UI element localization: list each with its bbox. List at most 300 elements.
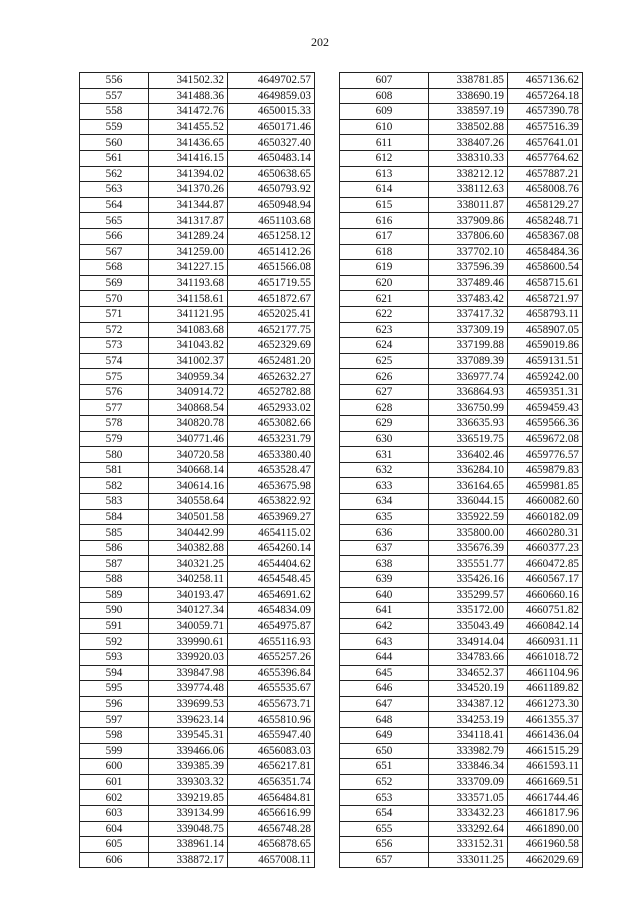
x-coordinate-cell: 335551.77 bbox=[429, 556, 508, 572]
y-coordinate-cell: 4661960.58 bbox=[508, 837, 583, 853]
x-coordinate-cell: 335299.57 bbox=[429, 587, 508, 603]
table-row bbox=[80, 119, 315, 135]
y-coordinate-cell: 4659242.00 bbox=[508, 369, 583, 385]
x-coordinate-cell: 333292.64 bbox=[429, 821, 508, 837]
x-coordinate-cell: 339990.61 bbox=[149, 634, 228, 650]
point-number-cell: 652 bbox=[340, 774, 429, 790]
table-row bbox=[80, 291, 315, 307]
x-coordinate-cell: 340321.25 bbox=[149, 556, 228, 572]
table-row bbox=[80, 556, 315, 572]
point-number-cell: 607 bbox=[340, 73, 429, 89]
y-coordinate-cell: 4653231.79 bbox=[228, 431, 315, 447]
x-coordinate-cell: 339847.98 bbox=[149, 665, 228, 681]
table-row bbox=[80, 634, 315, 650]
table-row bbox=[80, 369, 315, 385]
y-coordinate-cell: 4656083.03 bbox=[228, 743, 315, 759]
y-coordinate-cell: 4656351.74 bbox=[228, 774, 315, 790]
point-number-cell: 624 bbox=[340, 338, 429, 354]
table-row bbox=[340, 790, 583, 806]
x-coordinate-cell: 334914.04 bbox=[429, 634, 508, 650]
table-row bbox=[340, 275, 583, 291]
x-coordinate-cell: 334652.37 bbox=[429, 665, 508, 681]
x-coordinate-cell: 340193.47 bbox=[149, 587, 228, 603]
point-number-cell: 641 bbox=[340, 603, 429, 619]
x-coordinate-cell: 340771.46 bbox=[149, 431, 228, 447]
table-row bbox=[80, 431, 315, 447]
table-row bbox=[340, 322, 583, 338]
table-row bbox=[340, 88, 583, 104]
table-row bbox=[80, 135, 315, 151]
table-row bbox=[340, 712, 583, 728]
y-coordinate-cell: 4650171.46 bbox=[228, 119, 315, 135]
point-number-cell: 576 bbox=[80, 384, 149, 400]
table-row bbox=[340, 104, 583, 120]
point-number-cell: 604 bbox=[80, 821, 149, 837]
point-number-cell: 600 bbox=[80, 759, 149, 775]
y-coordinate-cell: 4654548.45 bbox=[228, 572, 315, 588]
point-number-cell: 599 bbox=[80, 743, 149, 759]
x-coordinate-cell: 335426.16 bbox=[429, 572, 508, 588]
table-row bbox=[80, 774, 315, 790]
x-coordinate-cell: 338781.85 bbox=[429, 73, 508, 89]
table-row bbox=[80, 790, 315, 806]
x-coordinate-cell: 336402.46 bbox=[429, 447, 508, 463]
y-coordinate-cell: 4654834.09 bbox=[228, 603, 315, 619]
table-row bbox=[340, 228, 583, 244]
table-row bbox=[80, 338, 315, 354]
table-row bbox=[80, 400, 315, 416]
x-coordinate-cell: 341455.52 bbox=[149, 119, 228, 135]
table-row bbox=[340, 774, 583, 790]
x-coordinate-cell: 341370.26 bbox=[149, 182, 228, 198]
point-number-cell: 620 bbox=[340, 275, 429, 291]
table-row bbox=[340, 73, 583, 89]
table-row bbox=[340, 384, 583, 400]
y-coordinate-cell: 4651566.08 bbox=[228, 260, 315, 276]
table-row bbox=[340, 525, 583, 541]
y-coordinate-cell: 4659879.83 bbox=[508, 462, 583, 478]
y-coordinate-cell: 4653675.98 bbox=[228, 478, 315, 494]
y-coordinate-cell: 4651258.12 bbox=[228, 228, 315, 244]
y-coordinate-cell: 4652329.69 bbox=[228, 338, 315, 354]
page-number: 202 bbox=[311, 35, 329, 49]
table-row bbox=[340, 603, 583, 619]
y-coordinate-cell: 4655947.40 bbox=[228, 727, 315, 743]
point-number-cell: 628 bbox=[340, 400, 429, 416]
x-coordinate-cell: 341436.65 bbox=[149, 135, 228, 151]
point-number-cell: 657 bbox=[340, 852, 429, 868]
table-row bbox=[80, 837, 315, 853]
table-row bbox=[340, 665, 583, 681]
x-coordinate-cell: 335800.00 bbox=[429, 525, 508, 541]
y-coordinate-cell: 4651103.68 bbox=[228, 213, 315, 229]
table-row bbox=[80, 618, 315, 634]
point-number-cell: 591 bbox=[80, 618, 149, 634]
point-number-cell: 598 bbox=[80, 727, 149, 743]
table-row bbox=[80, 821, 315, 837]
x-coordinate-cell: 340868.54 bbox=[149, 400, 228, 416]
y-coordinate-cell: 4655257.26 bbox=[228, 649, 315, 665]
y-coordinate-cell: 4661436.04 bbox=[508, 727, 583, 743]
point-number-cell: 559 bbox=[80, 119, 149, 135]
y-coordinate-cell: 4655810.96 bbox=[228, 712, 315, 728]
point-number-cell: 645 bbox=[340, 665, 429, 681]
table-row bbox=[340, 182, 583, 198]
table-row bbox=[80, 244, 315, 260]
table-row bbox=[80, 494, 315, 510]
table-row bbox=[80, 166, 315, 182]
x-coordinate-cell: 335676.39 bbox=[429, 540, 508, 556]
point-number-cell: 614 bbox=[340, 182, 429, 198]
x-coordinate-cell: 340258.11 bbox=[149, 572, 228, 588]
table-row bbox=[80, 416, 315, 432]
point-number-cell: 578 bbox=[80, 416, 149, 432]
table-row bbox=[80, 353, 315, 369]
table-row bbox=[340, 540, 583, 556]
point-number-cell: 610 bbox=[340, 119, 429, 135]
table-row bbox=[340, 150, 583, 166]
x-coordinate-cell: 340720.58 bbox=[149, 447, 228, 463]
x-coordinate-cell: 336750.99 bbox=[429, 400, 508, 416]
point-number-cell: 570 bbox=[80, 291, 149, 307]
x-coordinate-cell: 341121.95 bbox=[149, 306, 228, 322]
x-coordinate-cell: 341227.15 bbox=[149, 260, 228, 276]
x-coordinate-cell: 339774.48 bbox=[149, 681, 228, 697]
x-coordinate-cell: 341083.68 bbox=[149, 322, 228, 338]
table-row bbox=[80, 805, 315, 821]
y-coordinate-cell: 4649702.57 bbox=[228, 73, 315, 89]
y-coordinate-cell: 4658600.54 bbox=[508, 260, 583, 276]
x-coordinate-cell: 340059.71 bbox=[149, 618, 228, 634]
table-row bbox=[340, 166, 583, 182]
x-coordinate-cell: 338690.19 bbox=[429, 88, 508, 104]
point-number-cell: 612 bbox=[340, 150, 429, 166]
y-coordinate-cell: 4657516.39 bbox=[508, 119, 583, 135]
y-coordinate-cell: 4650948.94 bbox=[228, 197, 315, 213]
point-number-cell: 634 bbox=[340, 494, 429, 510]
table-row bbox=[340, 681, 583, 697]
y-coordinate-cell: 4661817.96 bbox=[508, 805, 583, 821]
y-coordinate-cell: 4660377.23 bbox=[508, 540, 583, 556]
table-row bbox=[340, 119, 583, 135]
point-number-cell: 631 bbox=[340, 447, 429, 463]
table-row bbox=[80, 73, 315, 89]
point-number-cell: 584 bbox=[80, 509, 149, 525]
point-number-cell: 646 bbox=[340, 681, 429, 697]
y-coordinate-cell: 4661669.51 bbox=[508, 774, 583, 790]
y-coordinate-cell: 4656484.81 bbox=[228, 790, 315, 806]
point-number-cell: 586 bbox=[80, 540, 149, 556]
y-coordinate-cell: 4661104.96 bbox=[508, 665, 583, 681]
x-coordinate-cell: 339385.39 bbox=[149, 759, 228, 775]
y-coordinate-cell: 4654691.62 bbox=[228, 587, 315, 603]
point-number-cell: 647 bbox=[340, 696, 429, 712]
point-number-cell: 640 bbox=[340, 587, 429, 603]
point-number-cell: 560 bbox=[80, 135, 149, 151]
y-coordinate-cell: 4661355.37 bbox=[508, 712, 583, 728]
point-number-cell: 653 bbox=[340, 790, 429, 806]
y-coordinate-cell: 4658484.36 bbox=[508, 244, 583, 260]
x-coordinate-cell: 340558.64 bbox=[149, 494, 228, 510]
table-row bbox=[80, 228, 315, 244]
y-coordinate-cell: 4656616.99 bbox=[228, 805, 315, 821]
table-row bbox=[340, 572, 583, 588]
point-number-cell: 627 bbox=[340, 384, 429, 400]
y-coordinate-cell: 4652025.41 bbox=[228, 306, 315, 322]
point-number-cell: 654 bbox=[340, 805, 429, 821]
point-number-cell: 630 bbox=[340, 431, 429, 447]
x-coordinate-cell: 333011.25 bbox=[429, 852, 508, 868]
x-coordinate-cell: 337199.88 bbox=[429, 338, 508, 354]
x-coordinate-cell: 339219.85 bbox=[149, 790, 228, 806]
point-number-cell: 656 bbox=[340, 837, 429, 853]
point-number-cell: 606 bbox=[80, 852, 149, 868]
x-coordinate-cell: 338407.26 bbox=[429, 135, 508, 151]
y-coordinate-cell: 4654404.62 bbox=[228, 556, 315, 572]
table-row bbox=[80, 540, 315, 556]
x-coordinate-cell: 341394.02 bbox=[149, 166, 228, 182]
y-coordinate-cell: 4661515.29 bbox=[508, 743, 583, 759]
table-row bbox=[80, 712, 315, 728]
x-coordinate-cell: 340127.34 bbox=[149, 603, 228, 619]
y-coordinate-cell: 4659776.57 bbox=[508, 447, 583, 463]
x-coordinate-cell: 340668.14 bbox=[149, 462, 228, 478]
point-number-cell: 577 bbox=[80, 400, 149, 416]
y-coordinate-cell: 4660931.11 bbox=[508, 634, 583, 650]
y-coordinate-cell: 4660567.17 bbox=[508, 572, 583, 588]
point-number-cell: 588 bbox=[80, 572, 149, 588]
y-coordinate-cell: 4659131.51 bbox=[508, 353, 583, 369]
table-row bbox=[340, 353, 583, 369]
point-number-cell: 566 bbox=[80, 228, 149, 244]
table-row bbox=[340, 447, 583, 463]
x-coordinate-cell: 341043.82 bbox=[149, 338, 228, 354]
y-coordinate-cell: 4657264.18 bbox=[508, 88, 583, 104]
point-number-cell: 572 bbox=[80, 322, 149, 338]
point-number-cell: 638 bbox=[340, 556, 429, 572]
y-coordinate-cell: 4660182.09 bbox=[508, 509, 583, 525]
x-coordinate-cell: 339303.32 bbox=[149, 774, 228, 790]
y-coordinate-cell: 4657136.62 bbox=[508, 73, 583, 89]
x-coordinate-cell: 334783.66 bbox=[429, 649, 508, 665]
x-coordinate-cell: 340614.16 bbox=[149, 478, 228, 494]
point-number-cell: 644 bbox=[340, 649, 429, 665]
x-coordinate-cell: 336284.10 bbox=[429, 462, 508, 478]
table-row bbox=[80, 275, 315, 291]
y-coordinate-cell: 4658008.76 bbox=[508, 182, 583, 198]
point-number-cell: 621 bbox=[340, 291, 429, 307]
x-coordinate-cell: 337806.60 bbox=[429, 228, 508, 244]
y-coordinate-cell: 4653380.40 bbox=[228, 447, 315, 463]
x-coordinate-cell: 339545.31 bbox=[149, 727, 228, 743]
table-row bbox=[340, 618, 583, 634]
y-coordinate-cell: 4653969.27 bbox=[228, 509, 315, 525]
y-coordinate-cell: 4659566.36 bbox=[508, 416, 583, 432]
point-number-cell: 636 bbox=[340, 525, 429, 541]
x-coordinate-cell: 338502.88 bbox=[429, 119, 508, 135]
x-coordinate-cell: 333432.23 bbox=[429, 805, 508, 821]
table-row bbox=[80, 572, 315, 588]
coordinates-table-left bbox=[79, 72, 315, 868]
y-coordinate-cell: 4658715.61 bbox=[508, 275, 583, 291]
x-coordinate-cell: 333709.09 bbox=[429, 774, 508, 790]
x-coordinate-cell: 333571.05 bbox=[429, 790, 508, 806]
y-coordinate-cell: 4657008.11 bbox=[228, 852, 315, 868]
table-row bbox=[340, 634, 583, 650]
point-number-cell: 558 bbox=[80, 104, 149, 120]
x-coordinate-cell: 338872.17 bbox=[149, 852, 228, 868]
point-number-cell: 556 bbox=[80, 73, 149, 89]
point-number-cell: 633 bbox=[340, 478, 429, 494]
y-coordinate-cell: 4656878.65 bbox=[228, 837, 315, 853]
table-row bbox=[340, 431, 583, 447]
x-coordinate-cell: 334118.41 bbox=[429, 727, 508, 743]
y-coordinate-cell: 4658129.27 bbox=[508, 197, 583, 213]
x-coordinate-cell: 337909.86 bbox=[429, 213, 508, 229]
y-coordinate-cell: 4658367.08 bbox=[508, 228, 583, 244]
table-row bbox=[80, 197, 315, 213]
y-coordinate-cell: 4652933.02 bbox=[228, 400, 315, 416]
point-number-cell: 642 bbox=[340, 618, 429, 634]
point-number-cell: 626 bbox=[340, 369, 429, 385]
table-row bbox=[80, 478, 315, 494]
table-row bbox=[340, 244, 583, 260]
point-number-cell: 573 bbox=[80, 338, 149, 354]
x-coordinate-cell: 336635.93 bbox=[429, 416, 508, 432]
point-number-cell: 587 bbox=[80, 556, 149, 572]
table-row bbox=[80, 587, 315, 603]
point-number-cell: 611 bbox=[340, 135, 429, 151]
y-coordinate-cell: 4656217.81 bbox=[228, 759, 315, 775]
table-row bbox=[80, 260, 315, 276]
table-row bbox=[80, 88, 315, 104]
point-number-cell: 579 bbox=[80, 431, 149, 447]
x-coordinate-cell: 341259.00 bbox=[149, 244, 228, 260]
point-number-cell: 597 bbox=[80, 712, 149, 728]
x-coordinate-cell: 336164.65 bbox=[429, 478, 508, 494]
y-coordinate-cell: 4661744.46 bbox=[508, 790, 583, 806]
x-coordinate-cell: 337702.10 bbox=[429, 244, 508, 260]
table-row bbox=[340, 649, 583, 665]
y-coordinate-cell: 4658721.97 bbox=[508, 291, 583, 307]
table-row bbox=[80, 306, 315, 322]
y-coordinate-cell: 4661593.11 bbox=[508, 759, 583, 775]
x-coordinate-cell: 334520.19 bbox=[429, 681, 508, 697]
point-number-cell: 594 bbox=[80, 665, 149, 681]
x-coordinate-cell: 341193.68 bbox=[149, 275, 228, 291]
y-coordinate-cell: 4657641.01 bbox=[508, 135, 583, 151]
point-number-cell: 629 bbox=[340, 416, 429, 432]
table-row bbox=[340, 821, 583, 837]
x-coordinate-cell: 333846.34 bbox=[429, 759, 508, 775]
y-coordinate-cell: 4653822.92 bbox=[228, 494, 315, 510]
y-coordinate-cell: 4649859.03 bbox=[228, 88, 315, 104]
x-coordinate-cell: 339134.99 bbox=[149, 805, 228, 821]
table-row bbox=[340, 291, 583, 307]
x-coordinate-cell: 336977.74 bbox=[429, 369, 508, 385]
y-coordinate-cell: 4651719.55 bbox=[228, 275, 315, 291]
table-row bbox=[340, 587, 583, 603]
y-coordinate-cell: 4652177.75 bbox=[228, 322, 315, 338]
point-number-cell: 637 bbox=[340, 540, 429, 556]
point-number-cell: 622 bbox=[340, 306, 429, 322]
table-row bbox=[340, 759, 583, 775]
coordinates-table-right bbox=[339, 72, 583, 868]
point-number-cell: 574 bbox=[80, 353, 149, 369]
table-row bbox=[340, 462, 583, 478]
x-coordinate-cell: 339920.03 bbox=[149, 649, 228, 665]
table-row bbox=[340, 696, 583, 712]
point-number-cell: 580 bbox=[80, 447, 149, 463]
x-coordinate-cell: 337089.39 bbox=[429, 353, 508, 369]
x-coordinate-cell: 338310.33 bbox=[429, 150, 508, 166]
point-number-cell: 565 bbox=[80, 213, 149, 229]
x-coordinate-cell: 341488.36 bbox=[149, 88, 228, 104]
x-coordinate-cell: 337417.32 bbox=[429, 306, 508, 322]
table-row bbox=[340, 338, 583, 354]
y-coordinate-cell: 4660280.31 bbox=[508, 525, 583, 541]
x-coordinate-cell: 334253.19 bbox=[429, 712, 508, 728]
x-coordinate-cell: 341158.61 bbox=[149, 291, 228, 307]
x-coordinate-cell: 339623.14 bbox=[149, 712, 228, 728]
table-row bbox=[80, 649, 315, 665]
point-number-cell: 567 bbox=[80, 244, 149, 260]
y-coordinate-cell: 4652782.88 bbox=[228, 384, 315, 400]
y-coordinate-cell: 4659672.08 bbox=[508, 431, 583, 447]
table-row bbox=[340, 400, 583, 416]
table-row bbox=[80, 696, 315, 712]
y-coordinate-cell: 4660751.82 bbox=[508, 603, 583, 619]
point-number-cell: 618 bbox=[340, 244, 429, 260]
table-row bbox=[340, 837, 583, 853]
y-coordinate-cell: 4652632.27 bbox=[228, 369, 315, 385]
y-coordinate-cell: 4650015.33 bbox=[228, 104, 315, 120]
x-coordinate-cell: 340501.58 bbox=[149, 509, 228, 525]
point-number-cell: 605 bbox=[80, 837, 149, 853]
table-row bbox=[340, 556, 583, 572]
y-coordinate-cell: 4661018.72 bbox=[508, 649, 583, 665]
table-row bbox=[340, 743, 583, 759]
y-coordinate-cell: 4658907.05 bbox=[508, 322, 583, 338]
y-coordinate-cell: 4660472.85 bbox=[508, 556, 583, 572]
table-row bbox=[340, 306, 583, 322]
y-coordinate-cell: 4655535.67 bbox=[228, 681, 315, 697]
x-coordinate-cell: 339048.75 bbox=[149, 821, 228, 837]
x-coordinate-cell: 337309.19 bbox=[429, 322, 508, 338]
table-row bbox=[80, 104, 315, 120]
table-row bbox=[80, 759, 315, 775]
y-coordinate-cell: 4654115.02 bbox=[228, 525, 315, 541]
table-row bbox=[340, 478, 583, 494]
y-coordinate-cell: 4654260.14 bbox=[228, 540, 315, 556]
point-number-cell: 639 bbox=[340, 572, 429, 588]
x-coordinate-cell: 341502.32 bbox=[149, 73, 228, 89]
x-coordinate-cell: 340914.72 bbox=[149, 384, 228, 400]
y-coordinate-cell: 4661273.30 bbox=[508, 696, 583, 712]
point-number-cell: 593 bbox=[80, 649, 149, 665]
point-number-cell: 648 bbox=[340, 712, 429, 728]
y-coordinate-cell: 4650638.65 bbox=[228, 166, 315, 182]
table-row bbox=[340, 369, 583, 385]
point-number-cell: 568 bbox=[80, 260, 149, 276]
table-row bbox=[340, 197, 583, 213]
x-coordinate-cell: 335172.00 bbox=[429, 603, 508, 619]
point-number-cell: 562 bbox=[80, 166, 149, 182]
x-coordinate-cell: 337483.42 bbox=[429, 291, 508, 307]
point-number-cell: 643 bbox=[340, 634, 429, 650]
point-number-cell: 625 bbox=[340, 353, 429, 369]
y-coordinate-cell: 4651872.67 bbox=[228, 291, 315, 307]
